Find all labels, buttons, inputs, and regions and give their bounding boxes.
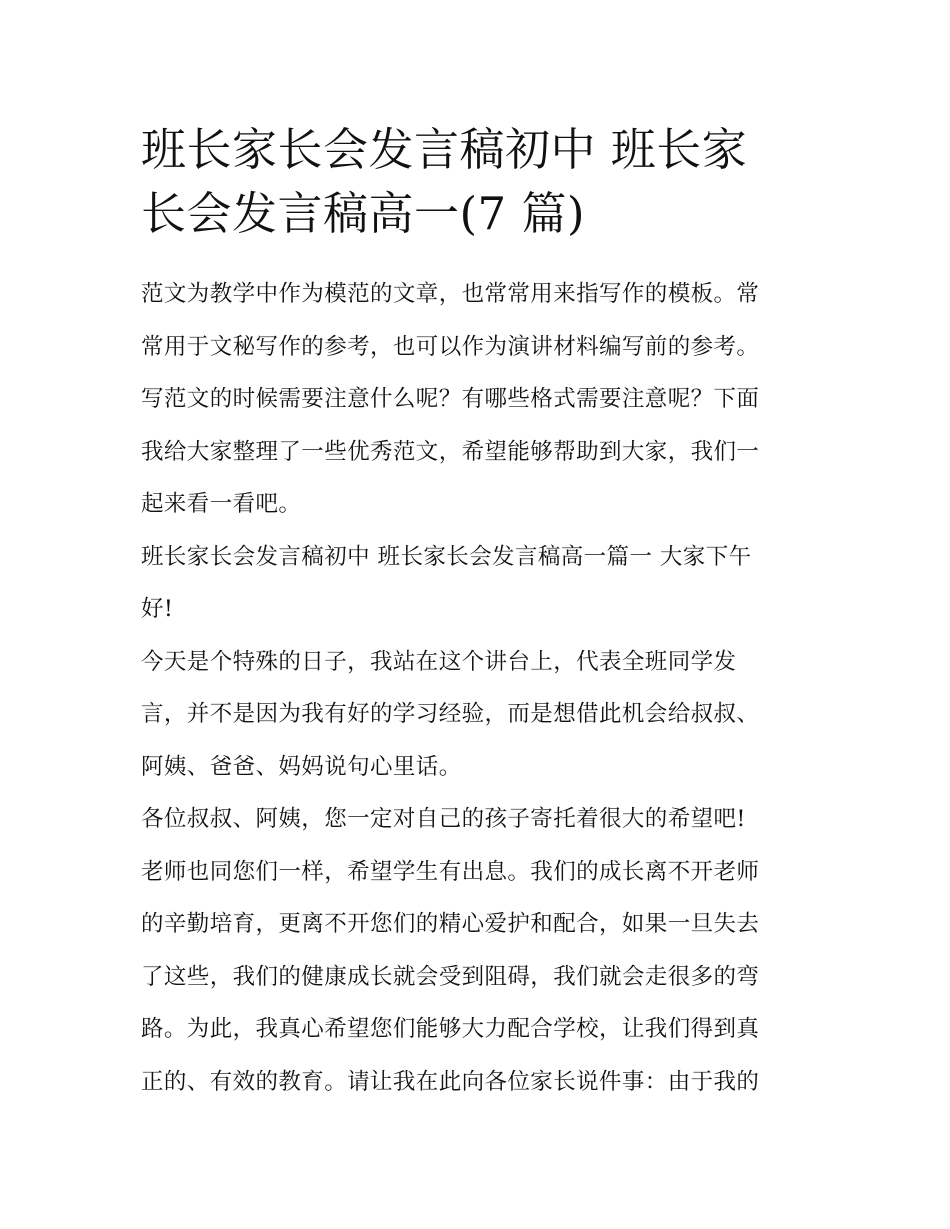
text-line-10: 阿姨、爸爸、妈妈说句心里话。	[141, 753, 462, 780]
text-line-9: 言，并不是因为我有好的学习经验，而是想借此机会给叔叔、	[141, 701, 760, 727]
text-line-3: 写范文的时候需要注意什么呢？有哪些格式需要注意呢？下面	[141, 386, 760, 412]
text-line-2: 常用于文秘写作的参考，也可以作为演讲材料编写前的参考。	[141, 333, 760, 360]
text-line-7: 好!	[141, 596, 174, 622]
text-line-15: 路。为此，我真心希望您们能够大力配合学校，让我们得到真	[141, 1016, 760, 1042]
text-line-14: 了这些，我们的健康成长就会受到阻碍，我们就会走很多的弯	[141, 963, 760, 990]
title-line-1: 班长家长会发言稿初中 班长家	[141, 123, 748, 176]
document-title	[141, 118, 816, 246]
text-line-16: 正的、有效的教育。请让我在此向各位家长说件事：由于我的	[141, 1068, 760, 1095]
document-content	[141, 118, 816, 1108]
text-line-13: 的辛勤培育，更离不开您们的精心爱护和配合，如果一旦失去	[141, 911, 760, 937]
text-line-11: 各位叔叔、阿姨，您一定对自己的孩子寄托着很大的希望吧!	[141, 806, 746, 832]
text-line-12: 老师也同您们一样，希望学生有出息。我们的成长离不开老师	[141, 858, 760, 885]
document-body	[141, 268, 816, 1108]
text-line-8: 今天是个特殊的日子，我站在这个讲台上，代表全班同学发	[141, 648, 737, 675]
text-line-1: 范文为教学中作为模范的文章，也常常用来指写作的模板。常	[141, 281, 760, 307]
text-line-5: 起来看一看吧。	[141, 491, 302, 517]
title-line-2: 长会发言稿高一(7 篇)	[141, 187, 586, 240]
text-line-4: 我给大家整理了一些优秀范文，希望能够帮助到大家，我们一	[141, 438, 760, 465]
text-line-6: 班长家长会发言稿初中 班长家长会发言稿高一篇一 大家下午	[141, 543, 752, 570]
